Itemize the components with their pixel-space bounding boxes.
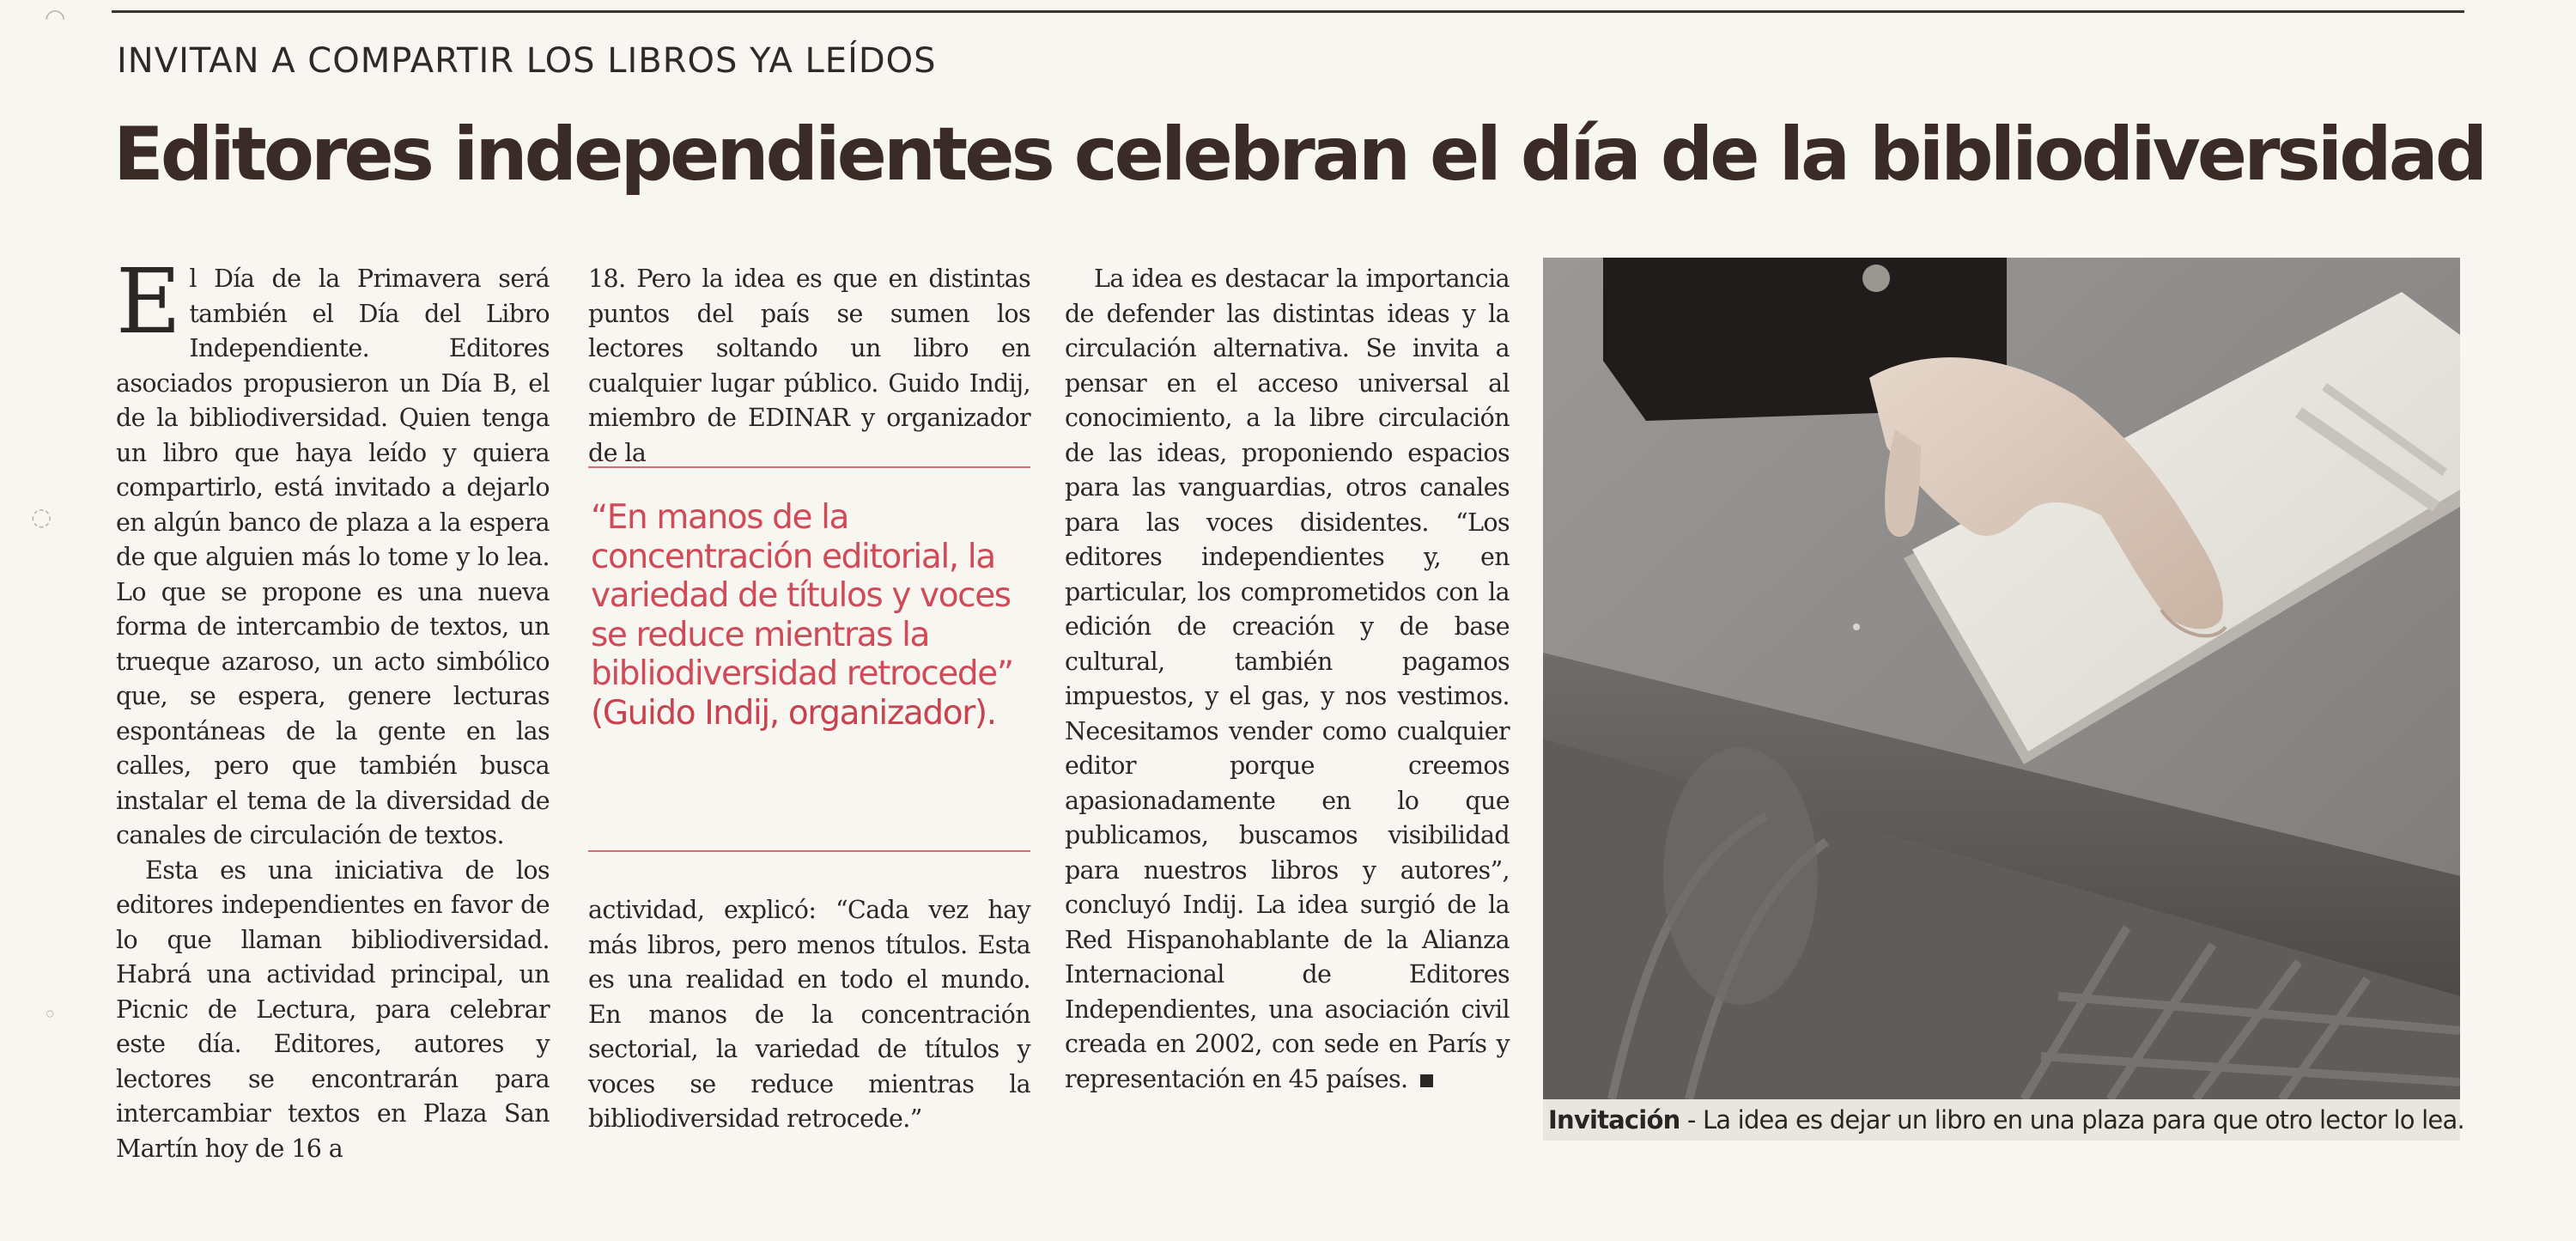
paragraph: actividad, explicó: “Cada vez hay más libros, pero menos títulos. Esta es una realidad en todo el mundo. En manos de la concentración sectorial, la variedad de títulos y voces se reduce mientras la bibliodiversidad retrocede.”: [588, 896, 1030, 1133]
pull-quote-attribution: (Guido Indij, organizador).: [591, 693, 996, 733]
paragraph: Esta es una iniciativa de los editores independientes en favor de lo que llaman bibliodiversidad. Habrá una actividad principal, un Picnic de Lectura, para celebrar este día. Editores, autores y lectores se encontrarán para intercambiar textos en Plaza San Martín hoy de 16 a: [116, 855, 550, 1163]
article-column-1: [116, 249, 550, 1166]
scan-mark: ◦: [43, 1001, 58, 1029]
photo-caption: [1543, 1099, 2464, 1141]
headline: Editores independientes celebran el día de la bibliodiversidad: [113, 112, 2485, 198]
scan-mark: ◠: [45, 3, 66, 32]
article-column-3: [1065, 262, 1510, 1097]
photo-hand-book-bench: [1543, 258, 2460, 1099]
pull-quote-text: “En manos de la concentración editorial, la variedad de títulos y voces se reduce mientras la bibliodiversidad retrocede”: [591, 498, 1013, 693]
drop-cap: E: [116, 249, 181, 354]
kicker: INVITAN A COMPARTIR LOS LIBROS YA LEÍDOS: [117, 41, 937, 81]
pull-quote-bottom-rule: [588, 850, 1030, 852]
end-of-article-mark: [1420, 1074, 1433, 1087]
caption-text: La idea es dejar un libro en una plaza para que otro lector lo lea.: [1702, 1105, 2464, 1135]
caption-label: Invitación: [1548, 1105, 1680, 1135]
paragraph: La idea es destacar la importancia de defender las distintas ideas y la circulación alternativa. Se invita a pensar en el acceso universal al conocimiento, a la libre circulación de las ideas, proponiendo espacios para las vanguardias, otros canales para las voces disidentes. “Los editores independientes y, en particular, los comprometidos con la edición de creación y de base cultural, también pagamos impuestos, y el gas, y nos vestimos. Necesitamos vender como cualquier editor porque creemos apasionadamente en lo que publicamos, buscamos visibilidad para nuestros libros y autores”, concluyó Indij. La idea surgió de la Red Hispanohablante de la Alianza Internacional de Editores Independientes, una asociación civil creada en 2002, con sede en París y representación en 45 países.: [1065, 265, 1510, 1093]
article-column-2-top: [588, 262, 1030, 471]
article-photo: [1543, 258, 2460, 1099]
pull-quote: [591, 498, 1033, 733]
paragraph: l Día de la Primavera será también el Día del Libro Independiente. Editores asociados propusieron un Día B, el de la bibliodiversidad. Quien tenga un libro que haya leído y quiera compartirlo, está invitado a dejarlo en algún banco de plaza a la espera de que alguien más lo tome y lo lea. Lo que se propone es una nueva forma de intercambio de textos, un trueque azaroso, un acto simbólico que, se espera, genere lecturas espontáneas de la gente en las calles, pero que también busca instalar el tema de la diversidad de canales de circulación de textos.: [116, 265, 550, 849]
pull-quote-top-rule: [588, 466, 1030, 468]
paragraph: 18. Pero la idea es que en distintas puntos del país se sumen los lectores soltando un libro en cualquier lugar público. Guido Indij, miembro de EDINAR y organizador de la: [588, 265, 1030, 467]
caption-separator: -: [1680, 1105, 1703, 1135]
article-column-2-bottom: [588, 893, 1030, 1137]
scan-mark: ◌: [31, 502, 52, 531]
top-rule: [112, 10, 2464, 13]
